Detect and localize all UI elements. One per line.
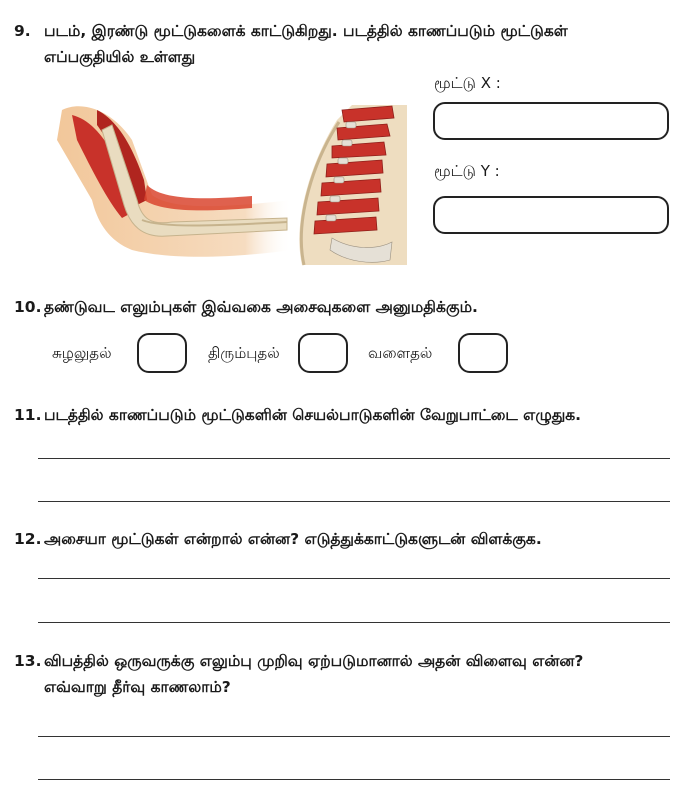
question-12 — [14, 526, 674, 552]
answer-line[interactable] — [38, 622, 670, 623]
question-text-continued: எவ்வாறு தீர்வு காணலாம்? — [44, 678, 231, 696]
option-box-rotation[interactable] — [137, 333, 187, 373]
neck-vertebrae-image — [282, 100, 412, 270]
answer-line[interactable] — [38, 578, 670, 579]
option-box-turning[interactable] — [298, 333, 348, 373]
question-number: 10. — [14, 298, 42, 316]
elbow-joint-image — [52, 100, 292, 270]
answer-line[interactable] — [38, 501, 670, 502]
question-number: 11. — [14, 406, 42, 424]
question-10 — [14, 294, 674, 320]
question-text: படம், இரண்டு மூட்டுகளைக் காட்டுகிறது. படத்தில் காணப்படும் மூட்டுகள் — [44, 22, 568, 40]
answer-line[interactable] — [38, 779, 670, 780]
option-label-bending: வளைதல் — [368, 344, 433, 362]
joint-y-answer-box[interactable] — [433, 196, 669, 234]
question-text: தண்டுவட எலும்புகள் இவ்வகை அசைவுகளை அனுமதிக்கும். — [44, 298, 478, 316]
answer-line[interactable] — [38, 736, 670, 737]
answer-line[interactable] — [38, 458, 670, 459]
question-13 — [14, 648, 674, 700]
question-text-continued: எப்பகுதியில் உள்ளது — [44, 48, 196, 66]
option-label-rotation: சுழலுதல் — [52, 344, 112, 362]
option-label-turning: திரும்புதல் — [208, 344, 280, 362]
joint-x-answer-box[interactable] — [433, 102, 669, 140]
question-text: அசையா மூட்டுகள் என்றால் என்ன? எடுத்துக்காட்டுகளுடன் விளக்குக. — [44, 530, 542, 548]
joint-y-label: மூட்டு Y : — [434, 162, 500, 180]
question-11 — [14, 402, 674, 428]
option-box-bending[interactable] — [458, 333, 508, 373]
question-number: 12. — [14, 530, 42, 548]
question-text: படத்தில் காணப்படும் மூட்டுகளின் செயல்பாடுகளின் வேறுபாட்டை எழுதுக. — [44, 406, 582, 424]
joint-x-label: மூட்டு X : — [434, 74, 501, 92]
question-text: விபத்தில் ஒருவருக்கு எலும்பு முறிவு ஏற்படுமானால் அதன் விளைவு என்ன? — [44, 652, 584, 670]
question-number: 13. — [14, 652, 42, 670]
question-number: 9. — [14, 22, 31, 40]
question-9 — [14, 18, 674, 70]
